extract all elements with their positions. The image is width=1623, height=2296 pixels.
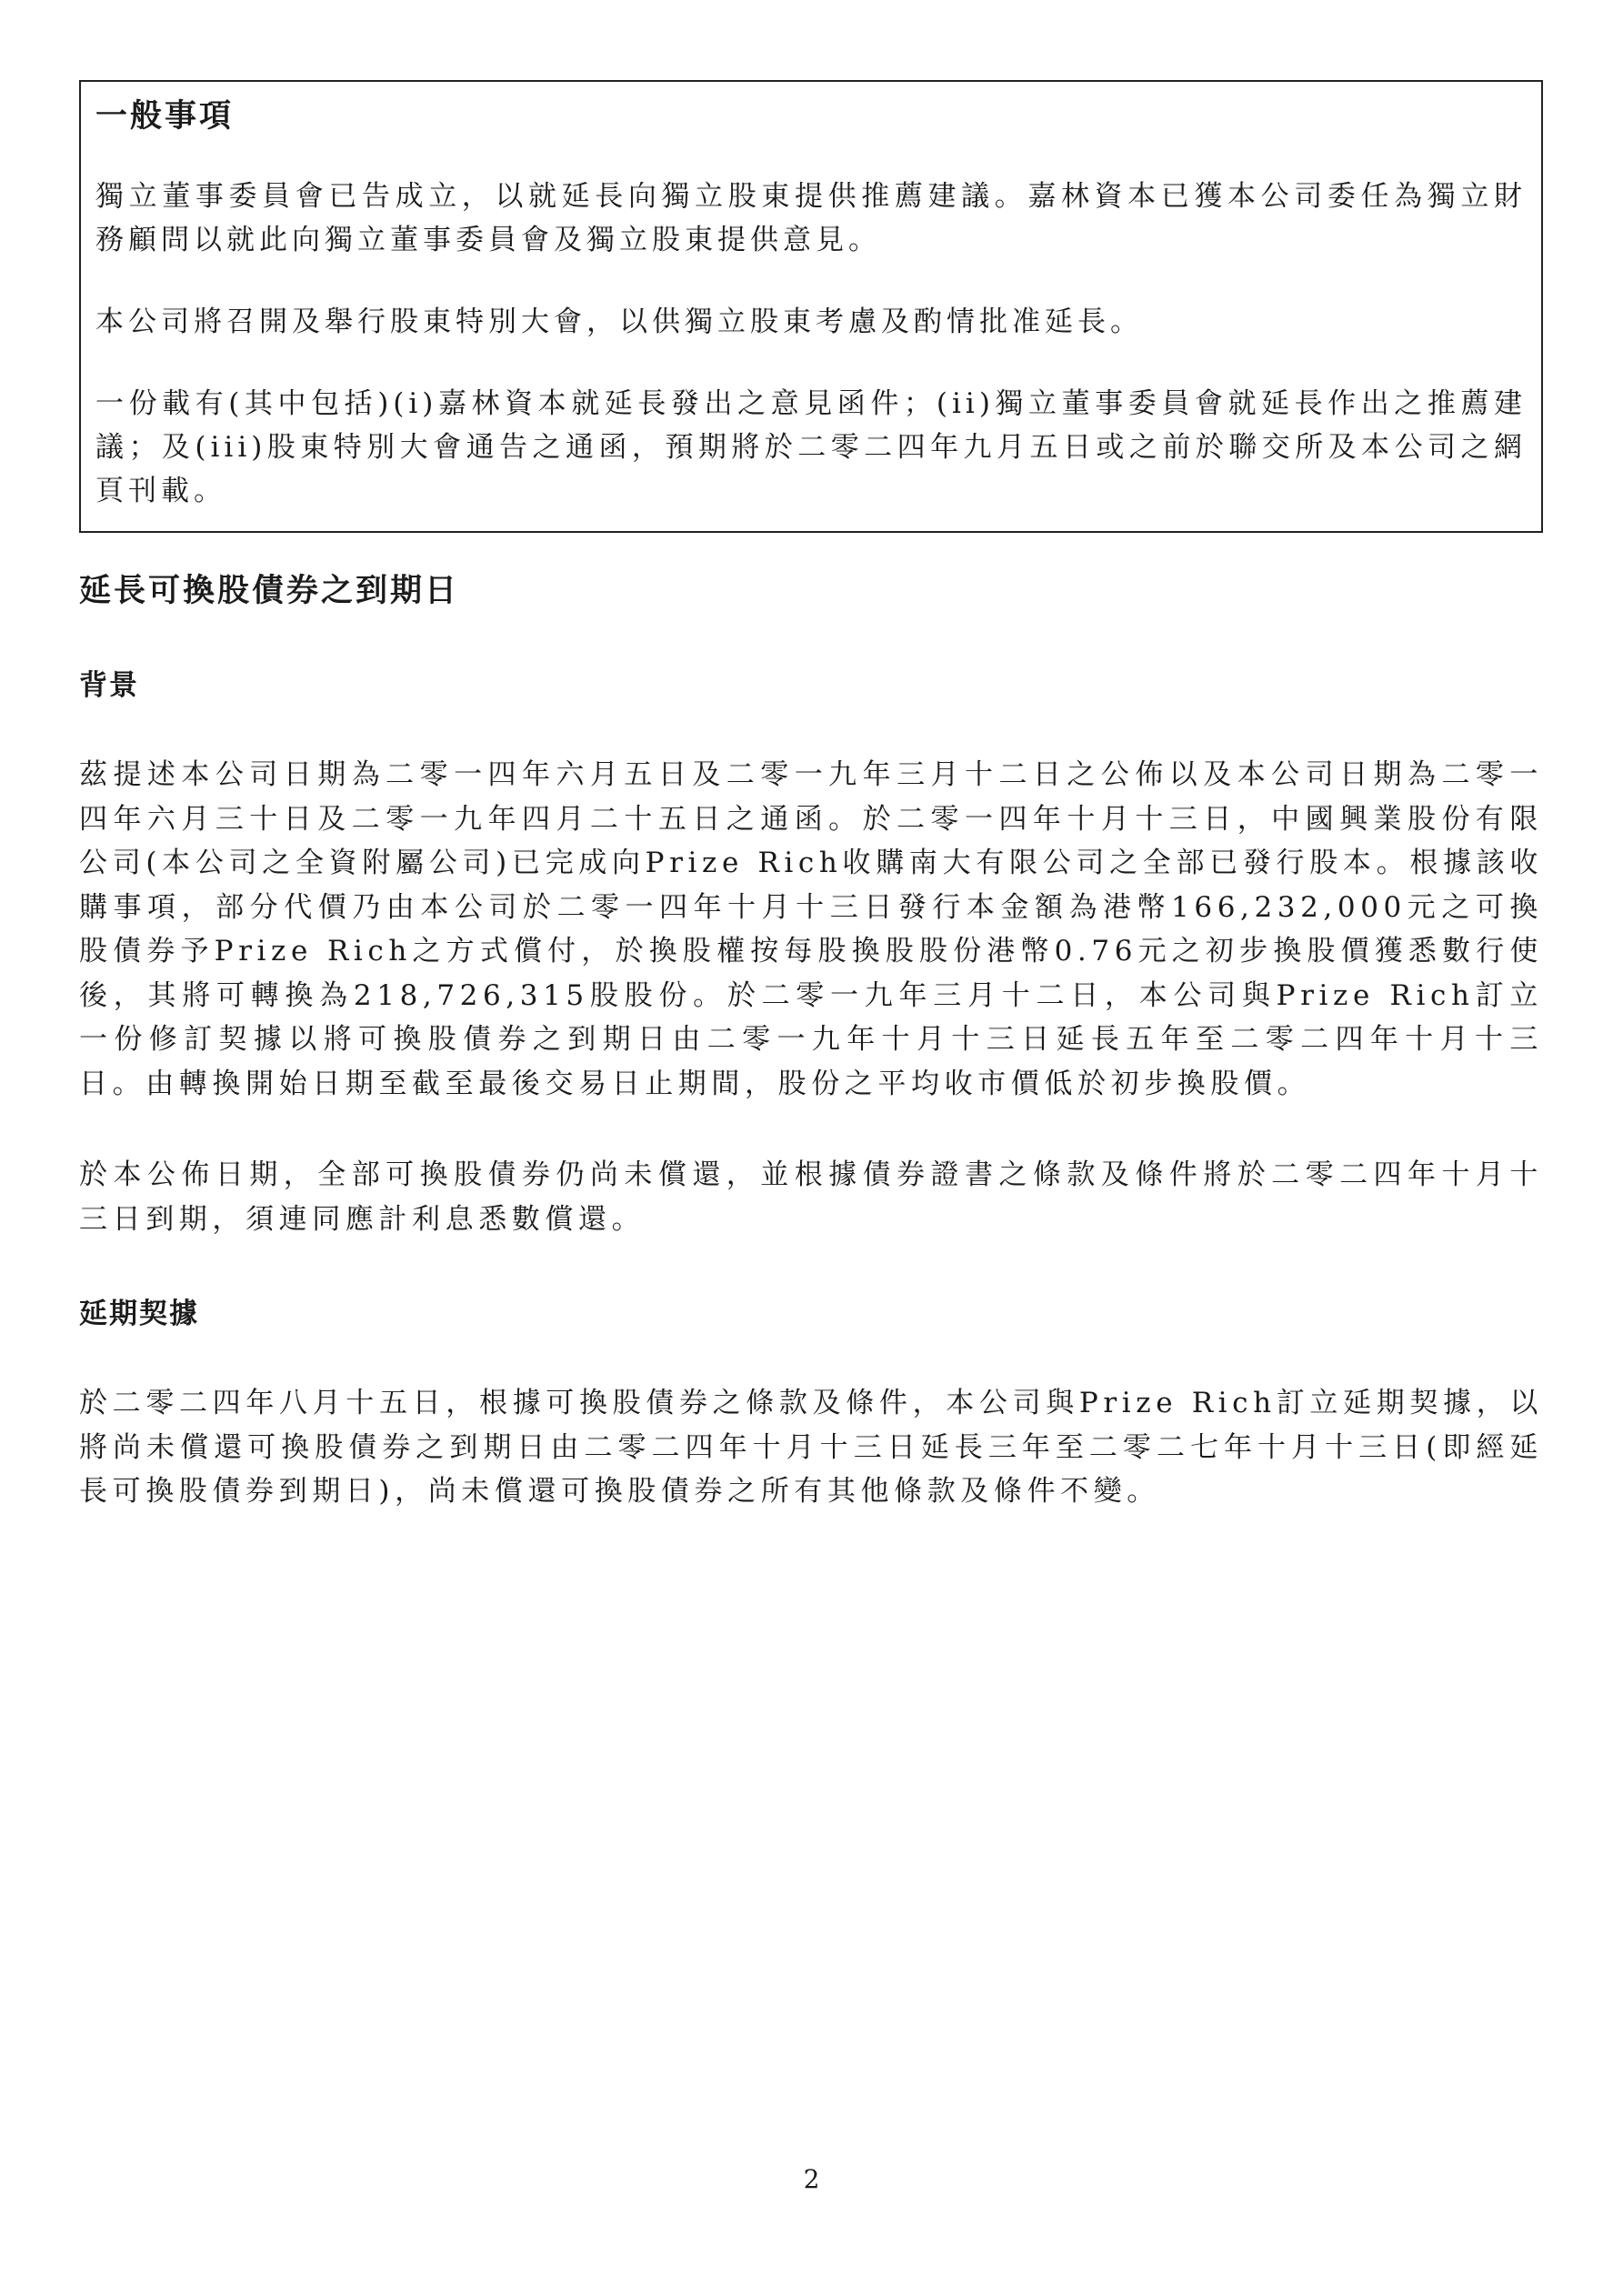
background-paragraph-1: 茲提述本公司日期為二零一四年六月五日及二零一九年三月十二日之公佈以及本公司日期為二零一四年六月三十日及二零一九年四月二十五日之通函。於二零一四年十月十三日，中國興業股份有限公司(本公司之全資附屬公司)已完成向Prize Rich收購南大有限公司之全部已發行股本。根據該收購事項，部分代價乃由本公司於二零一四年十月十三日發行本金額為港幣166,232,000元之可換股債券予Prize Rich之方式償付，於換股權按每股換股股份港幣0.76元之初步換股價獲悉數行使後，其將可轉換為218,726,315股股份。於二零一九年三月十二日，本公司與Prize Rich訂立一份修訂契據以將可換股債券之到期日由二零一九年十月十三日延長五年至二零二四年十月十三日。由轉換開始日期至截至最後交易日止期間，股份之平均收市價低於初步換股價。 bbox=[79, 758, 1543, 1100]
extension-deed-heading: 延期契據 bbox=[79, 1298, 199, 1330]
general-paragraph-3: 一份載有(其中包括)(i)嘉林資本就延長發出之意見函件；(ii)獨立董事委員會就延長作出之推薦建議；及(iii)股東特別大會通告之通函，預期將於二零二四年九月五日或之前於聯交所及本公司之網頁刊載。 bbox=[95, 387, 1527, 507]
general-matters-title: 一般事項 bbox=[95, 98, 235, 135]
section-title: 延長可換股債券之到期日 bbox=[79, 573, 460, 609]
document-page bbox=[79, 80, 1543, 1514]
background-paragraph-2: 於本公佈日期，全部可換股債券仍尚未償還，並根據債券證書之條款及條件將於二零二四年十月十三日到期，須連同應計利息悉數償還。 bbox=[79, 1158, 1543, 1236]
background-heading: 背景 bbox=[79, 669, 139, 702]
general-paragraph-2: 本公司將召開及舉行股東特別大會，以供獨立股東考慮及酌情批准延長。 bbox=[95, 306, 1143, 338]
extension-deed-paragraph: 於二零二四年八月十五日，根據可換股債券之條款及條件，本公司與Prize Rich訂立延期契據，以將尚未償還可換股債券之到期日由二零二四年十月十三日延長三年至二零二七年十月十三日(即經延長可換股債券到期日)，尚未償還可換股債券之所有其他條款及條件不變。 bbox=[79, 1387, 1543, 1508]
general-matters-box bbox=[79, 80, 1543, 533]
general-paragraph-1: 獨立董事委員會已告成立，以就延長向獨立股東提供推薦建議。嘉林資本已獲本公司委任為獨立財務顧問以就此向獨立董事委員會及獨立股東提供意見。 bbox=[95, 180, 1527, 256]
page-number: 2 bbox=[803, 2164, 820, 2194]
